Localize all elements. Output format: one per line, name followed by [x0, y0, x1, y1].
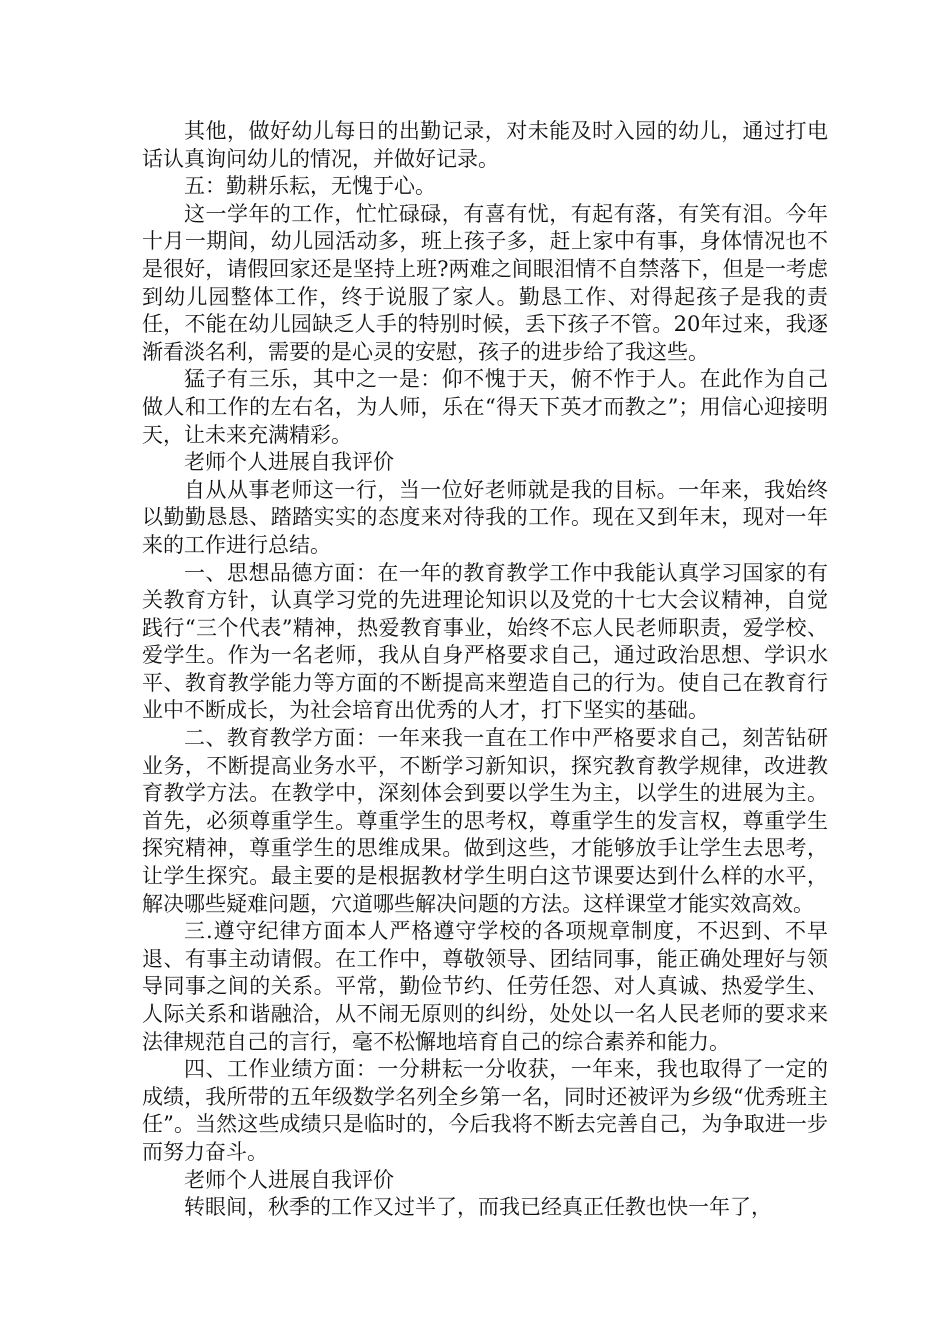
paragraph-ideology: 一、思想品德方面：在一年的教育教学工作中我能认真学习国家的有关教育方针，认真学习党的先进理论知识以及党的十七大会议精神，自觉践行“三个代表”精神，热爱教育事业，始终不忘人民老师职责，爱学校、爱学生。作为一名老师，我从自身严格要求自己，通过政治思想、学识水平、教育教学能力等方面的不断提高来塑造自己的行为。使自己在教育行业中不断成长，为社会培育出优秀的人才，打下坚实的基础。 — [142, 560, 828, 723]
paragraph-discipline: 三.遵守纪律方面本人严格遵守学校的各项规章制度，不迟到、不早退、有事主动请假。在工作中，尊敬领导、团结同事，能正确处理好与领导同事之间的关系。平常，勤俭节约、任劳任怨、对人真诚、热爱学生、人际关系和谐融洽，从不闹无原则的纠纷，处处以一名人民老师的要求来法律规范自己的言行，毫不松懈地培育自己的综合素养和能力。 — [142, 919, 828, 1054]
paragraph-intro: 自从从事老师这一行，当一位好老师就是我的目标。一年来，我始终以勤勤恳恳、踏踏实实的态度来对待我的工作。现在又到年末，现对一年来的工作进行总结。 — [142, 477, 828, 557]
document-page — [142, 118, 828, 1222]
paragraph-achievements: 四、工作业绩方面：一分耕耘一分收获，一年来，我也取得了一定的成绩，我所带的五年级数学名列全乡第一名，同时还被评为乡级“优秀班主任”。当然这些成绩只是临时的，今后我将不断去完善自己，为争取进一步而努力奋斗。 — [142, 1057, 828, 1164]
section-title-self-evaluation-2: 老师个人进展自我评价 — [184, 1167, 394, 1192]
paragraph-year-work: 这一学年的工作，忙忙碌碌，有喜有忧，有起有落，有笑有泪。今年十月一期间，幼儿园活动多，班上孩子多，赶上家中有事，身体情况也不是很好，请假回家还是坚持上班?两难之间眼泪情不自禁落下，但是一考虑到幼儿园整体工作，终于说服了家人。勤恳工作、对得起孩子是我的责任，不能在幼儿园缺乏人手的特别时候，丢下孩子不管。20年过来，我逐渐看淡名利，需要的是心灵的安慰，孩子的进步给了我这些。 — [142, 201, 828, 364]
paragraph-attendance: 其他，做好幼儿每日的出勤记录，对未能及时入园的幼儿，通过打电话认真询问幼儿的情况，并做好记录。 — [142, 119, 828, 171]
paragraph-autumn: 转眼间，秋季的工作又过半了，而我已经真正任教也快一年了， — [184, 1195, 772, 1220]
section-title-self-evaluation: 老师个人进展自我评价 — [184, 450, 394, 475]
paragraph-three-joys: 猛子有三乐，其中之一是：仰不愧于天，俯不怍于人。在此作为自己做人和工作的左右名，为人师，乐在“得天下英才而教之”；用信心迎接明天，让未来充满精彩。 — [142, 367, 828, 447]
paragraph-teaching: 二、教育教学方面：一年来我一直在工作中严格要求自己，刻苦钻研业务，不断提高业务水平，不断学习新知识，探究教育教学规律，改进教育教学方法。在教学中，深刻体会到要以学生为主，以学生的进展为主。首先，必须尊重学生。尊重学生的思考权，尊重学生的发言权，尊重学生探究精神，尊重学生的思维成果。做到这些，才能够放手让学生去思考，让学生探究。最主要的是根据教材学生明白这节课要达到什么样的水平，解决哪些疑难问题，穴道哪些解决问题的方法。这样课堂才能实效高效。 — [142, 726, 828, 916]
section-heading-five: 五：勤耕乐耘，无愧于心。 — [184, 174, 436, 199]
